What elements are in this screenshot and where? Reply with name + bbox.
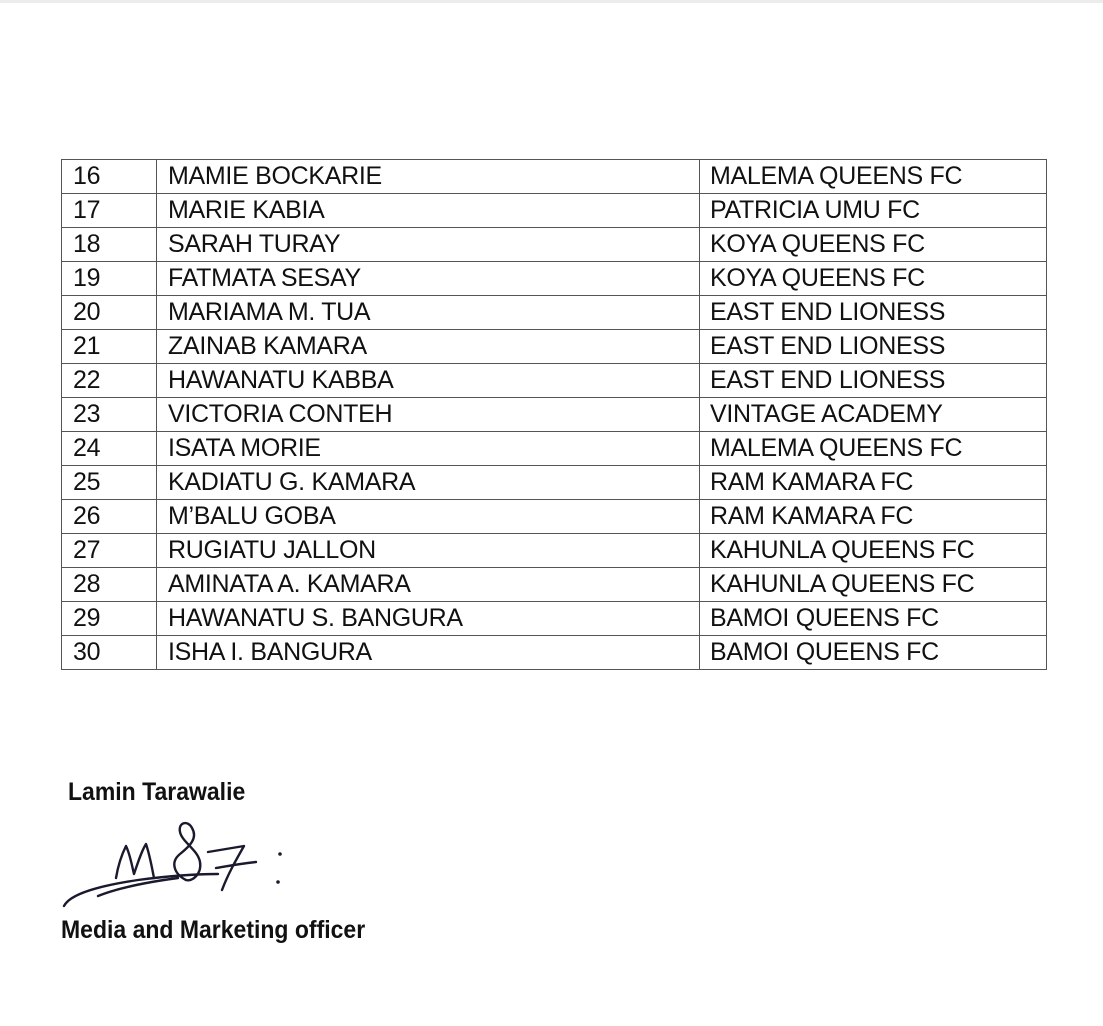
player-name-cell: ISHA I. BANGURA: [157, 636, 700, 670]
player-number-cell: 24: [62, 432, 157, 466]
club-name-cell: PATRICIA UMU FC: [700, 194, 1047, 228]
table-row: [62, 432, 1047, 466]
player-number-cell: 27: [62, 534, 157, 568]
table-row: [62, 330, 1047, 364]
table-row: [62, 636, 1047, 670]
player-name-cell: KADIATU G. KAMARA: [157, 466, 700, 500]
table-row: [62, 398, 1047, 432]
player-number-cell: 23: [62, 398, 157, 432]
signatory-title: Media and Marketing officer: [61, 916, 366, 944]
club-name-cell: VINTAGE ACADEMY: [700, 398, 1047, 432]
table-row: [62, 602, 1047, 636]
table-row: [62, 364, 1047, 398]
player-number-cell: 21: [62, 330, 157, 364]
club-name-cell: MALEMA QUEENS FC: [700, 160, 1047, 194]
player-name-cell: HAWANATU KABBA: [157, 364, 700, 398]
table-row: [62, 194, 1047, 228]
player-name-cell: MARIAMA M. TUA: [157, 296, 700, 330]
player-number-cell: 28: [62, 568, 157, 602]
table-row: [62, 228, 1047, 262]
player-number-cell: 22: [62, 364, 157, 398]
club-name-cell: RAM KAMARA FC: [700, 500, 1047, 534]
club-name-cell: KOYA QUEENS FC: [700, 228, 1047, 262]
player-name-cell: M’BALU GOBA: [157, 500, 700, 534]
player-number-cell: 26: [62, 500, 157, 534]
player-name-cell: SARAH TURAY: [157, 228, 700, 262]
table-row: [62, 296, 1047, 330]
table-row: [62, 568, 1047, 602]
player-name-cell: RUGIATU JALLON: [157, 534, 700, 568]
player-name-cell: MAMIE BOCKARIE: [157, 160, 700, 194]
club-name-cell: BAMOI QUEENS FC: [700, 602, 1047, 636]
table-row: [62, 262, 1047, 296]
player-name-cell: ZAINAB KAMARA: [157, 330, 700, 364]
club-name-cell: BAMOI QUEENS FC: [700, 636, 1047, 670]
player-name-cell: VICTORIA CONTEH: [157, 398, 700, 432]
club-name-cell: EAST END LIONESS: [700, 296, 1047, 330]
table-row: [62, 466, 1047, 500]
player-number-cell: 20: [62, 296, 157, 330]
signature-icon: [58, 808, 308, 913]
club-name-cell: EAST END LIONESS: [700, 364, 1047, 398]
club-name-cell: KAHUNLA QUEENS FC: [700, 534, 1047, 568]
player-name-cell: ISATA MORIE: [157, 432, 700, 466]
club-name-cell: EAST END LIONESS: [700, 330, 1047, 364]
club-name-cell: RAM KAMARA FC: [700, 466, 1047, 500]
player-name-cell: HAWANATU S. BANGURA: [157, 602, 700, 636]
player-number-cell: 29: [62, 602, 157, 636]
club-name-cell: KOYA QUEENS FC: [700, 262, 1047, 296]
club-name-cell: MALEMA QUEENS FC: [700, 432, 1047, 466]
page-top-edge: [0, 0, 1103, 3]
roster-body: [62, 160, 1047, 670]
player-roster-table: [61, 159, 1047, 670]
signatory-name: Lamin Tarawalie: [68, 778, 246, 806]
player-number-cell: 25: [62, 466, 157, 500]
player-name-cell: AMINATA A. KAMARA: [157, 568, 700, 602]
player-name-cell: MARIE KABIA: [157, 194, 700, 228]
table-row: [62, 534, 1047, 568]
club-name-cell: KAHUNLA QUEENS FC: [700, 568, 1047, 602]
table-row: [62, 500, 1047, 534]
player-name-cell: FATMATA SESAY: [157, 262, 700, 296]
player-number-cell: 17: [62, 194, 157, 228]
table-row: [62, 160, 1047, 194]
player-number-cell: 19: [62, 262, 157, 296]
player-number-cell: 30: [62, 636, 157, 670]
player-number-cell: 18: [62, 228, 157, 262]
player-number-cell: 16: [62, 160, 157, 194]
